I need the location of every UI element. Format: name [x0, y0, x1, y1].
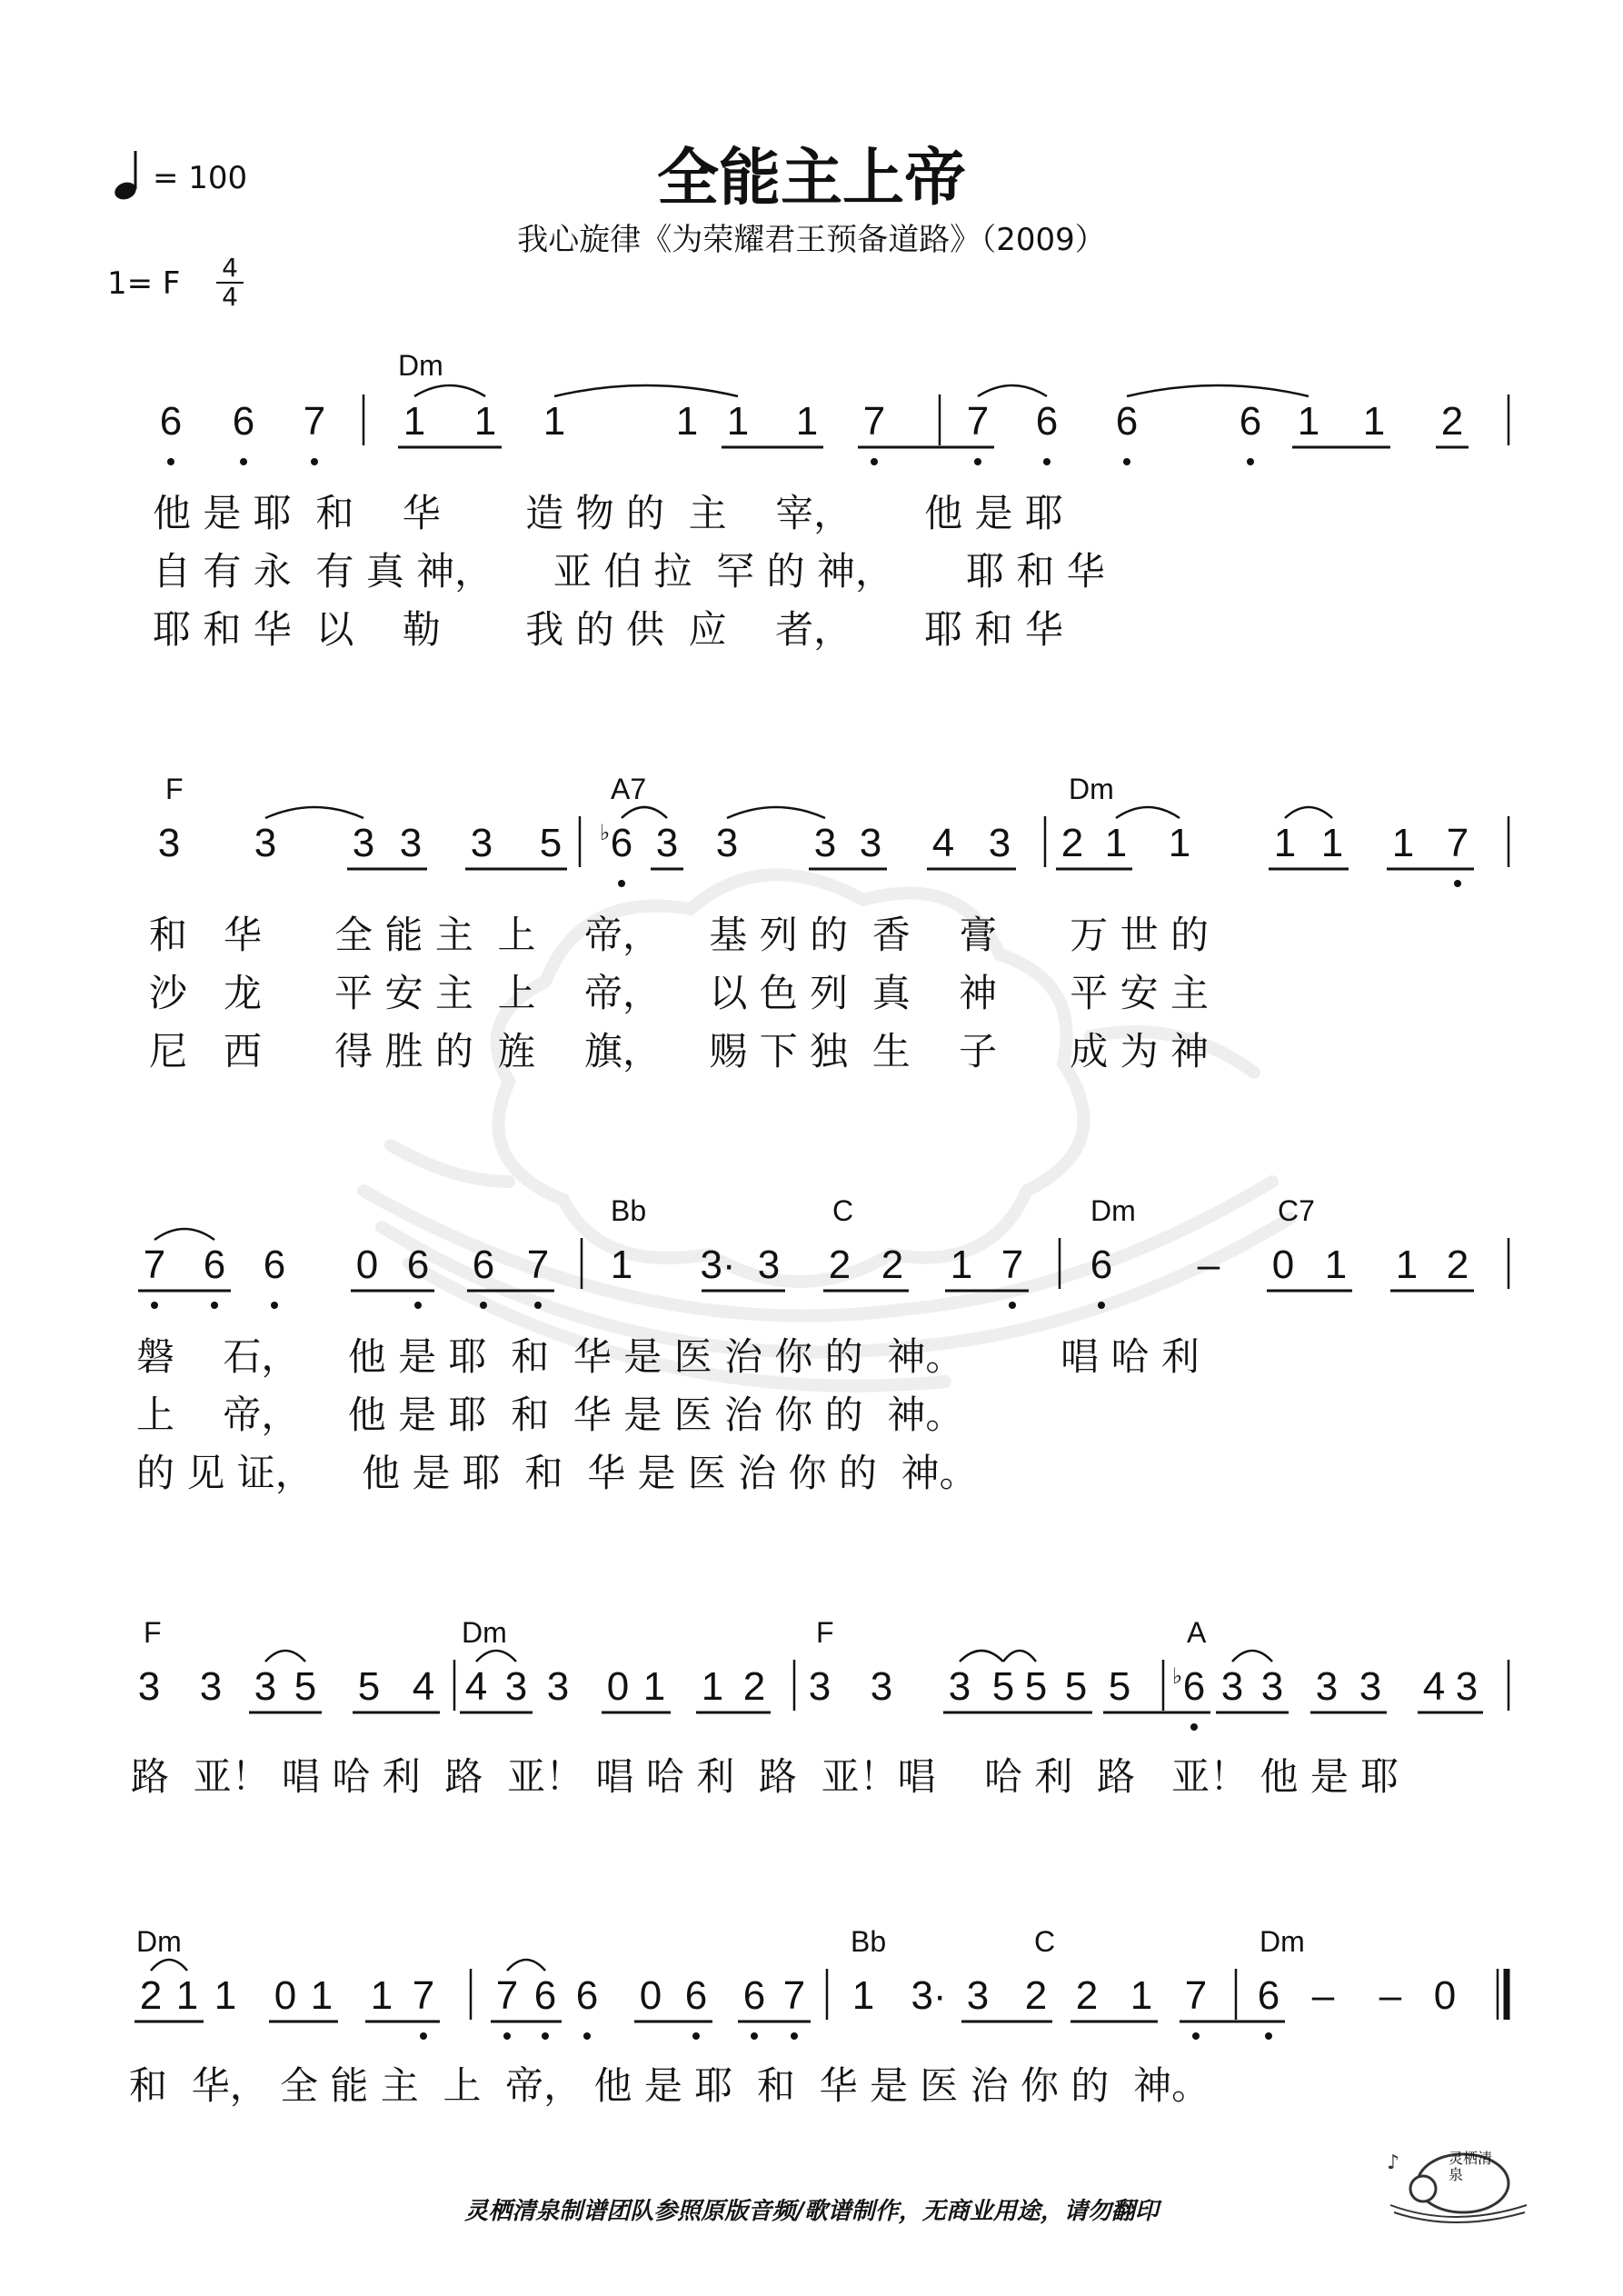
note-numeral: 3 [1359, 1664, 1382, 1709]
note-numeral: 7 [862, 399, 886, 444]
note-numeral: 7 [782, 1973, 806, 2018]
publisher-logo-text: 灵栖清泉 [1449, 2150, 1493, 2183]
note-numeral: 2 [881, 1243, 904, 1287]
octave-dot [480, 1302, 487, 1309]
lyric-line: 自 有 永 有 真 神， 亚 伯 拉 罕 的 神， 耶 和 华 [153, 549, 1105, 594]
note-numeral: 1 [1391, 821, 1415, 865]
note-numeral: 3 [988, 821, 1011, 865]
footer-note: 灵栖清泉制谱团队参照原版音频/歌谱制作，无商业用途，请勿翻印 [464, 2198, 1159, 2225]
note-numeral: 1 [1395, 1243, 1419, 1287]
octave-dot [503, 2032, 511, 2040]
slur-arc [507, 1960, 545, 1971]
time-signature-top: 4 [216, 255, 244, 284]
note-numeral: 3 [470, 821, 493, 865]
note-numeral: 6 [1035, 399, 1059, 444]
chord-label: Bb [851, 1925, 887, 1958]
slur-arc [414, 385, 485, 396]
note-numeral: 1 [675, 399, 699, 444]
note-numeral: 3 [813, 821, 837, 865]
slur-arc [476, 1651, 516, 1662]
lyric-line: 上 帝， 他 是 耶 和 华 是 医 治 你 的 神。 [136, 1393, 964, 1437]
note-numeral: 0 [274, 1973, 297, 2018]
note-numeral: 4 [412, 1664, 435, 1709]
note-numeral: 6 [533, 1973, 557, 2018]
note-numeral: 6 [472, 1243, 495, 1287]
note-numeral: 1 [642, 1664, 666, 1709]
octave-dot [542, 2032, 549, 2040]
chord-label: F [816, 1616, 834, 1649]
note-numeral: 1 [795, 399, 819, 444]
octave-dot [1454, 880, 1461, 887]
note-numeral: 1 [1320, 821, 1344, 865]
chord-label: Dm [1260, 1925, 1305, 1958]
note-numeral: 3 [948, 1664, 971, 1709]
note-numeral: 3 [254, 1664, 277, 1709]
slur-arc [1116, 807, 1180, 818]
note-numeral: 2 [139, 1973, 163, 2018]
note-numeral: – [1197, 1243, 1220, 1287]
song-subtitle: 我心旋律《为荣耀君王预备道路》（2009） [517, 222, 1106, 258]
note-numeral: 5 [1064, 1664, 1088, 1709]
lyric-line: 沙 龙 平 安 主 上 帝， 以 色 列 真 神 平 安 主 [149, 971, 1209, 1015]
note-numeral: 7 [1001, 1243, 1024, 1287]
lyric-line: 的 见 证， 他 是 耶 和 华 是 医 治 你 的 神。 [136, 1451, 978, 1495]
note-numeral: 2 [1446, 1243, 1469, 1287]
note-numeral: 1 [950, 1243, 973, 1287]
note-numeral: 0 [1271, 1243, 1295, 1287]
key-signature: 1= F [107, 265, 181, 302]
slur-arc [622, 807, 667, 818]
slur-arc [265, 807, 363, 818]
chord-label: Dm [462, 1616, 507, 1649]
note-numeral: 1 [1104, 821, 1128, 865]
octave-dot [583, 2032, 591, 2040]
note-numeral: 1 [370, 1973, 393, 2018]
note-numeral: 1 [403, 399, 426, 444]
note-numeral: 6 [610, 821, 633, 865]
slur-arc [978, 385, 1047, 396]
note-numeral: 6 [1239, 399, 1262, 444]
note-numeral: 6 [1115, 399, 1139, 444]
note-numeral: 4 [464, 1664, 488, 1709]
octave-dot [211, 1302, 218, 1309]
note-numeral: 3 [859, 821, 882, 865]
note-numeral: 2 [1024, 1973, 1048, 2018]
note-numeral: 3 [137, 1664, 161, 1709]
octave-dot [240, 458, 247, 465]
note-numeral: 6 [684, 1973, 708, 2018]
note-numeral: 0 [606, 1664, 630, 1709]
note-numeral: 7 [495, 1973, 519, 2018]
note-numeral: 6 [1090, 1243, 1113, 1287]
note-numeral: 3 [352, 821, 375, 865]
note-numeral: 7 [1184, 1973, 1208, 2018]
chord-label: Dm [398, 349, 443, 382]
slur-arc [151, 1960, 187, 1971]
note-numeral: 4 [1422, 1664, 1446, 1709]
note-numeral: 3 [870, 1664, 893, 1709]
chord-label: F [165, 773, 184, 805]
octave-dot [1247, 458, 1254, 465]
note-numeral: 1 [473, 399, 497, 444]
slur-arc [1232, 1651, 1272, 1662]
octave-dot [534, 1302, 542, 1309]
lyric-line: 他 是 耶 和 华 造 物 的 主 宰， 他 是 耶 [153, 491, 1063, 535]
chord-label: F [144, 1616, 162, 1649]
chord-label: C [1034, 1925, 1056, 1958]
note-numeral: 3 [1260, 1664, 1284, 1709]
note-numeral: 5 [294, 1664, 317, 1709]
note-numeral: 3 [254, 821, 277, 865]
note-numeral: 1 [1324, 1243, 1348, 1287]
note-numeral: 3 [157, 821, 181, 865]
note-numeral: 1 [610, 1243, 633, 1287]
note-numeral: 7 [1446, 821, 1469, 865]
octave-dot [1098, 1302, 1105, 1309]
slur-arc [1003, 1651, 1036, 1662]
note-numeral: 6 [406, 1243, 430, 1287]
chord-label: C [832, 1194, 854, 1227]
note-numeral: 3 [966, 1973, 990, 2018]
octave-dot [271, 1302, 278, 1309]
lyric-line: 和 华 全 能 主 上 帝， 基 列 的 香 膏 万 世 的 [149, 913, 1209, 957]
slur-arc [154, 1229, 214, 1240]
note-numeral: 5 [991, 1664, 1015, 1709]
note-numeral: 7 [966, 399, 990, 444]
note-numeral: 3 [808, 1664, 831, 1709]
note-numeral: 2 [742, 1664, 766, 1709]
note-numeral: 6 [575, 1973, 599, 2018]
note-numeral: 0 [639, 1973, 662, 2018]
note-numeral: 5 [357, 1664, 381, 1709]
tempo-marking: = 100 [153, 160, 248, 196]
chord-label: Dm [1090, 1194, 1136, 1227]
chord-label: Bb [611, 1194, 647, 1227]
octave-dot [414, 1302, 422, 1309]
time-signature-bottom: 4 [222, 282, 238, 312]
note-numeral: 1 [701, 1664, 724, 1709]
octave-dot [1123, 458, 1130, 465]
note-numeral: 1 [1362, 399, 1386, 444]
note-numeral: 2 [1060, 821, 1084, 865]
note-numeral: 7 [303, 399, 326, 444]
note-numeral: 1 [214, 1973, 237, 2018]
note-numeral: 6 [1182, 1664, 1206, 1709]
octave-dot [871, 458, 878, 465]
octave-dot [167, 458, 174, 465]
note-numeral: 1 [543, 399, 566, 444]
note-numeral: 3 [504, 1664, 528, 1709]
note-numeral: 1 [726, 399, 750, 444]
octave-dot [1043, 458, 1050, 465]
slur-arc [960, 1651, 1003, 1662]
note-numeral: 3 [399, 821, 423, 865]
chord-label: Dm [1069, 773, 1114, 805]
lyric-line: 路 亚！ 唱 哈 利 路 亚！ 唱 哈 利 路 亚！唱 哈 利 路 亚！ 他 是 耶 [131, 1754, 1399, 1799]
octave-dot [311, 458, 318, 465]
slur-arc [1127, 385, 1309, 396]
note-numeral: 1 [310, 1973, 334, 2018]
note-numeral: 3· [911, 1973, 947, 2018]
octave-dot [751, 2032, 758, 2040]
note-numeral: 6 [1257, 1973, 1280, 2018]
song-title: 全能主上帝 [656, 143, 966, 215]
octave-dot [692, 2032, 700, 2040]
note-numeral: 3 [655, 821, 679, 865]
flat-sign: ♭ [1172, 1663, 1183, 1689]
note-numeral: 1 [851, 1973, 875, 2018]
note-numeral: 0 [355, 1243, 379, 1287]
note-numeral: 6 [742, 1973, 766, 2018]
note-numeral: 5 [1024, 1664, 1048, 1709]
note-numeral: 6 [232, 399, 255, 444]
lyric-line: 耶 和 华 以 勒 我 的 供 应 者， 耶 和 华 [153, 607, 1063, 652]
slur-arc [1285, 807, 1332, 818]
note-numeral: 3 [757, 1243, 781, 1287]
note-numeral: 7 [526, 1243, 550, 1287]
note-numeral: 3· [700, 1243, 736, 1287]
note-numeral: 7 [143, 1243, 166, 1287]
svg-text:♪: ♪ [1387, 2151, 1400, 2174]
note-numeral: 5 [539, 821, 563, 865]
note-numeral: 0 [1433, 1973, 1457, 2018]
note-numeral: 6 [263, 1243, 286, 1287]
octave-dot [1192, 2032, 1200, 2040]
note-numeral: 1 [1273, 821, 1297, 865]
note-numeral: 5 [1108, 1664, 1131, 1709]
note-numeral: 2 [828, 1243, 851, 1287]
chord-label: C7 [1278, 1194, 1315, 1227]
note-numeral: 3 [1455, 1664, 1479, 1709]
octave-dot [420, 2032, 427, 2040]
note-numeral: – [1379, 1973, 1402, 2018]
note-numeral: 6 [159, 399, 183, 444]
slur-arc [727, 807, 825, 818]
octave-dot [974, 458, 981, 465]
lyric-line: 和 华， 全 能 主 上 帝， 他 是 耶 和 华 是 医 治 你 的 神。 [129, 2063, 1210, 2108]
octave-dot [1190, 1723, 1198, 1731]
lyric-line: 磐 石， 他 是 耶 和 华 是 医 治 你 的 神。 唱 哈 利 [136, 1334, 1200, 1379]
flat-sign: ♭ [600, 820, 611, 845]
note-numeral: 1 [1297, 399, 1320, 444]
note-numeral: 2 [1440, 399, 1464, 444]
note-numeral: 3 [199, 1664, 223, 1709]
note-numeral: 3 [715, 821, 739, 865]
note-numeral: 2 [1075, 1973, 1099, 2018]
lyric-line: 尼 西 得 胜 的 旌 旗， 赐 下 独 生 子 成 为 神 [149, 1029, 1209, 1073]
note-numeral: 3 [1220, 1664, 1244, 1709]
note-numeral: 4 [931, 821, 955, 865]
chord-label: A [1187, 1616, 1207, 1649]
note-numeral: 1 [1130, 1973, 1153, 2018]
chord-label: Dm [136, 1925, 182, 1958]
octave-dot [151, 1302, 158, 1309]
octave-dot [1265, 2032, 1272, 2040]
octave-dot [618, 880, 625, 887]
note-numeral: 3 [546, 1664, 570, 1709]
chord-label: A7 [611, 773, 647, 805]
note-numeral: – [1311, 1973, 1335, 2018]
note-numeral: 1 [175, 1973, 199, 2018]
note-numeral: 6 [203, 1243, 226, 1287]
octave-dot [791, 2032, 798, 2040]
slur-arc [265, 1651, 305, 1662]
note-numeral: 3 [1315, 1664, 1339, 1709]
note-numeral: 7 [412, 1973, 435, 2018]
slur-arc [554, 385, 738, 396]
note-numeral: 1 [1168, 821, 1191, 865]
octave-dot [1009, 1302, 1016, 1309]
